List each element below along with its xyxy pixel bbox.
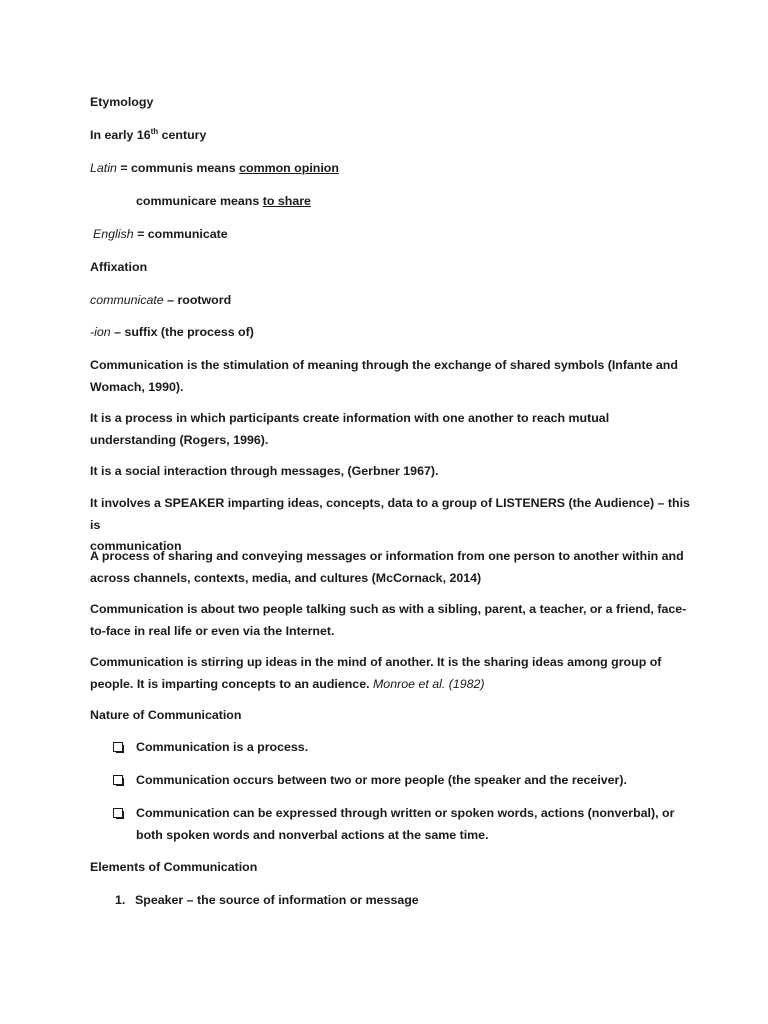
english-eq: = communicate xyxy=(133,227,228,241)
definition-1: Communication is the stimulation of meaning through the exchange of shared symbols (Infante and Womach, 1990). xyxy=(90,358,678,394)
communicare-term: communicare means xyxy=(136,194,263,208)
definition-6 xyxy=(90,599,690,642)
checkbox-bullet-icon xyxy=(113,742,123,752)
definition-6-bold: Communication xyxy=(90,602,184,616)
suffix-line xyxy=(90,322,254,343)
checkbox-bullet-icon xyxy=(113,808,123,818)
elements-item-1-number: 1. xyxy=(115,893,126,907)
definition-4-text: It involves a SPEAKER imparting ideas, concepts, data to a group of LISTENERS (the Audience) – this is xyxy=(90,496,690,532)
nature-item-3: Communication can be expressed through written or spoken words, actions (nonverbal), or both spoken words and nonverbal actions at the same time. xyxy=(136,806,675,842)
nature-item-2: Communication occurs between two or more people (the speaker and the receiver). xyxy=(136,773,627,787)
root-word: communicate xyxy=(90,293,164,307)
definition-6-text: is about two people talking such as with a sibling, parent, a teacher, or a friend, face-to-face in real life or even via the Internet. xyxy=(90,602,687,638)
english-line xyxy=(93,224,228,245)
nature-heading: Nature of Communication xyxy=(90,708,242,722)
elements-item-1-text: Speaker – the source of information or message xyxy=(135,893,419,907)
definition-7-citation: Monroe et al. (1982) xyxy=(372,676,485,691)
definition-7-bold: Communication xyxy=(90,655,184,669)
affixation-heading: Affixation xyxy=(90,260,148,274)
century-line xyxy=(90,125,206,146)
century-prefix: In early 16 xyxy=(90,128,151,142)
definition-7-text: is stirring up ideas in the mind of another. It is the sharing ideas among group of people. It is imparting concepts to an audience. xyxy=(90,655,662,691)
latin-line xyxy=(90,158,339,179)
century-superscript: th xyxy=(150,127,159,136)
definition-5: A process of sharing and conveying messages or information from one person to another within and across channels, contexts, media, and cultures (McCornack, 2014) xyxy=(90,549,684,585)
latin-eq: = communis means xyxy=(116,161,240,175)
rootword-line xyxy=(90,290,231,311)
definition-4-bold: communication xyxy=(90,539,182,553)
communicare-meaning: to share xyxy=(262,194,311,208)
nature-item-1: Communication is a process. xyxy=(136,740,309,754)
definition-3: It is a social interaction through messages, (Gerbner 1967). xyxy=(90,464,439,478)
definition-2: It is a process in which participants create information with one another to reach mutual understanding (Rogers, 1996). xyxy=(90,411,610,447)
etymology-heading: Etymology xyxy=(90,95,154,109)
suffix-word: -ion xyxy=(90,325,111,339)
latin-meaning: common opinion xyxy=(239,161,339,175)
elements-heading: Elements of Communication xyxy=(90,860,258,874)
root-desc: – rootword xyxy=(163,293,232,307)
communicare-line xyxy=(136,191,311,212)
latin-label: Latin xyxy=(90,161,117,175)
suffix-desc: – suffix (the process of) xyxy=(110,325,254,339)
english-label: English xyxy=(93,227,134,241)
checkbox-bullet-icon xyxy=(113,775,123,785)
century-suffix: century xyxy=(158,128,207,142)
definition-7 xyxy=(90,652,690,695)
